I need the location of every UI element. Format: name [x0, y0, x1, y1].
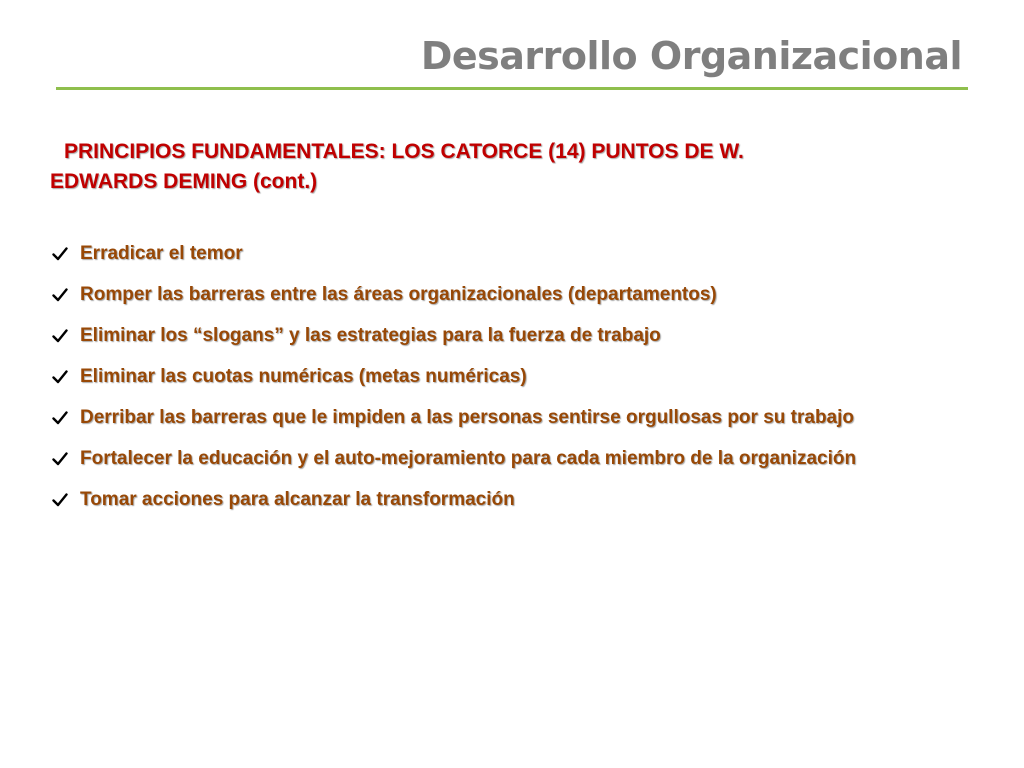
heading-line-2: EDWARDS DEMING (cont.) [50, 170, 318, 193]
bullet-text: Erradicar el temor [80, 243, 243, 264]
bullet-text: Derribar las barreras que le impiden a las personas sentirse orgullosas por su trabajo [80, 407, 855, 428]
checkmark-icon [52, 438, 80, 479]
checkmark-icon [52, 479, 80, 520]
checkmark-icon [52, 274, 80, 315]
checkmark-icon [52, 315, 80, 356]
bullet-item [52, 233, 1017, 274]
bullet-item [52, 438, 1017, 479]
section-heading [50, 137, 930, 197]
bullet-item [52, 479, 1017, 520]
bullet-item [52, 274, 1017, 315]
bullet-text: Romper las barreras entre las áreas organizacionales (departamentos) [80, 284, 717, 305]
bullet-item [52, 397, 1017, 438]
bullet-text: Tomar acciones para alcanzar la transformación [80, 489, 515, 510]
bullet-text: Eliminar los “slogans” y las estrategias para la fuerza de trabajo [80, 325, 661, 346]
slide-title: Desarrollo Organizacional [420, 34, 962, 78]
checkmark-icon [52, 233, 80, 274]
checkmark-icon [52, 397, 80, 438]
bullet-list [52, 233, 1017, 520]
bullet-text: Eliminar las cuotas numéricas (metas numéricas) [80, 366, 527, 387]
bullet-item [52, 356, 1017, 397]
bullet-item [52, 315, 1017, 356]
bullet-text: Fortalecer la educación y el auto-mejoramiento para cada miembro de la organización [80, 448, 857, 469]
heading-line-1: PRINCIPIOS FUNDAMENTALES: LOS CATORCE (14) PUNTOS DE W. [64, 140, 744, 163]
title-underline [56, 87, 968, 90]
checkmark-icon [52, 356, 80, 397]
